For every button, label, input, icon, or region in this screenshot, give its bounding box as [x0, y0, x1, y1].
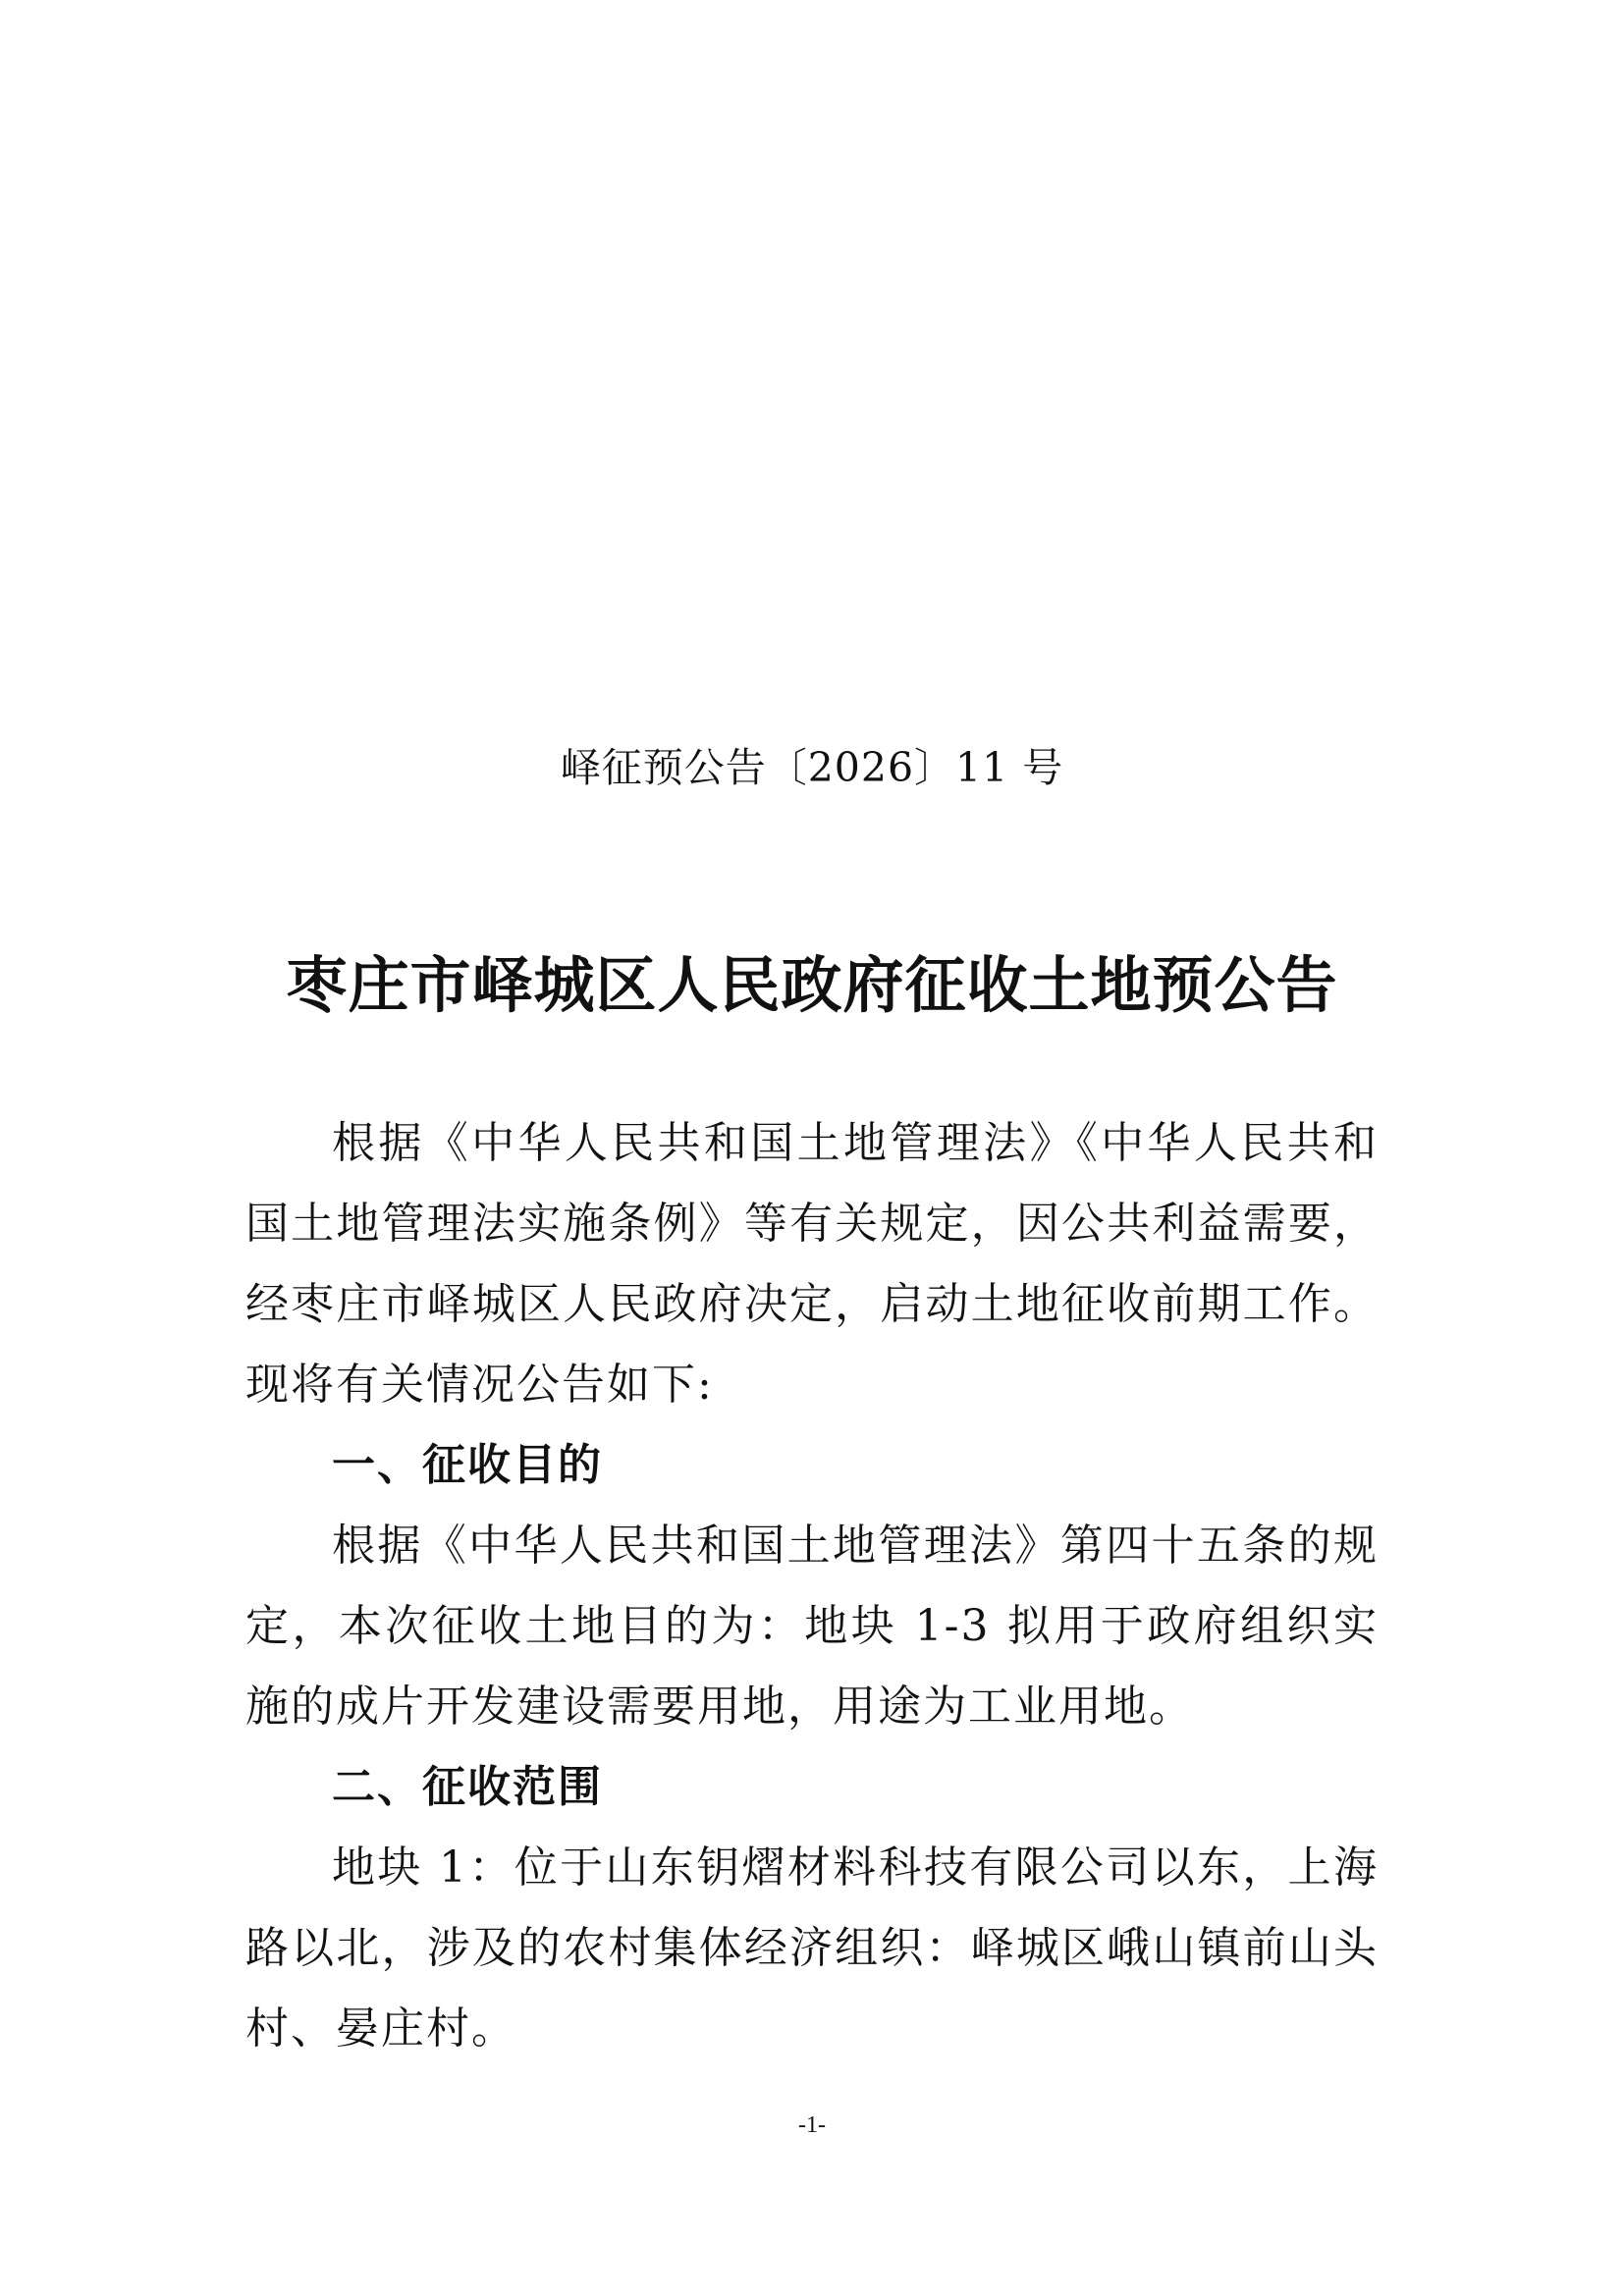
page-number: -1- [798, 2112, 826, 2138]
section-heading-scope: 二、征收范围 [332, 1762, 603, 1812]
section-heading-purpose: 一、征收目的 [332, 1440, 603, 1490]
document-body [245, 1103, 1379, 2069]
section-paragraph-scope: 地块 1：位于山东钥熠材料科技有限公司以东，上海路以北，涉及的农村集体经济组织：峄城区峨山镇前山头村、晏庄村。 [245, 1842, 1379, 2054]
document-title: 枣庄市峄城区人民政府征收土地预公告 [286, 949, 1338, 1021]
document-number: 峄征预公告〔2026〕11 号 [560, 744, 1064, 791]
intro-paragraph: 根据《中华人民共和国土地管理法》《中华人民共和国土地管理法实施条例》等有关规定，因公共利益需要，经枣庄市峄城区人民政府决定，启动土地征收前期工作。现将有关情况公告如下: [245, 1118, 1379, 1410]
section-paragraph-purpose: 根据《中华人民共和国土地管理法》第四十五条的规定，本次征收土地目的为：地块 1-3 拟用于政府组织实施的成片开发建设需要用地，用途为工业用地。 [245, 1521, 1379, 1732]
